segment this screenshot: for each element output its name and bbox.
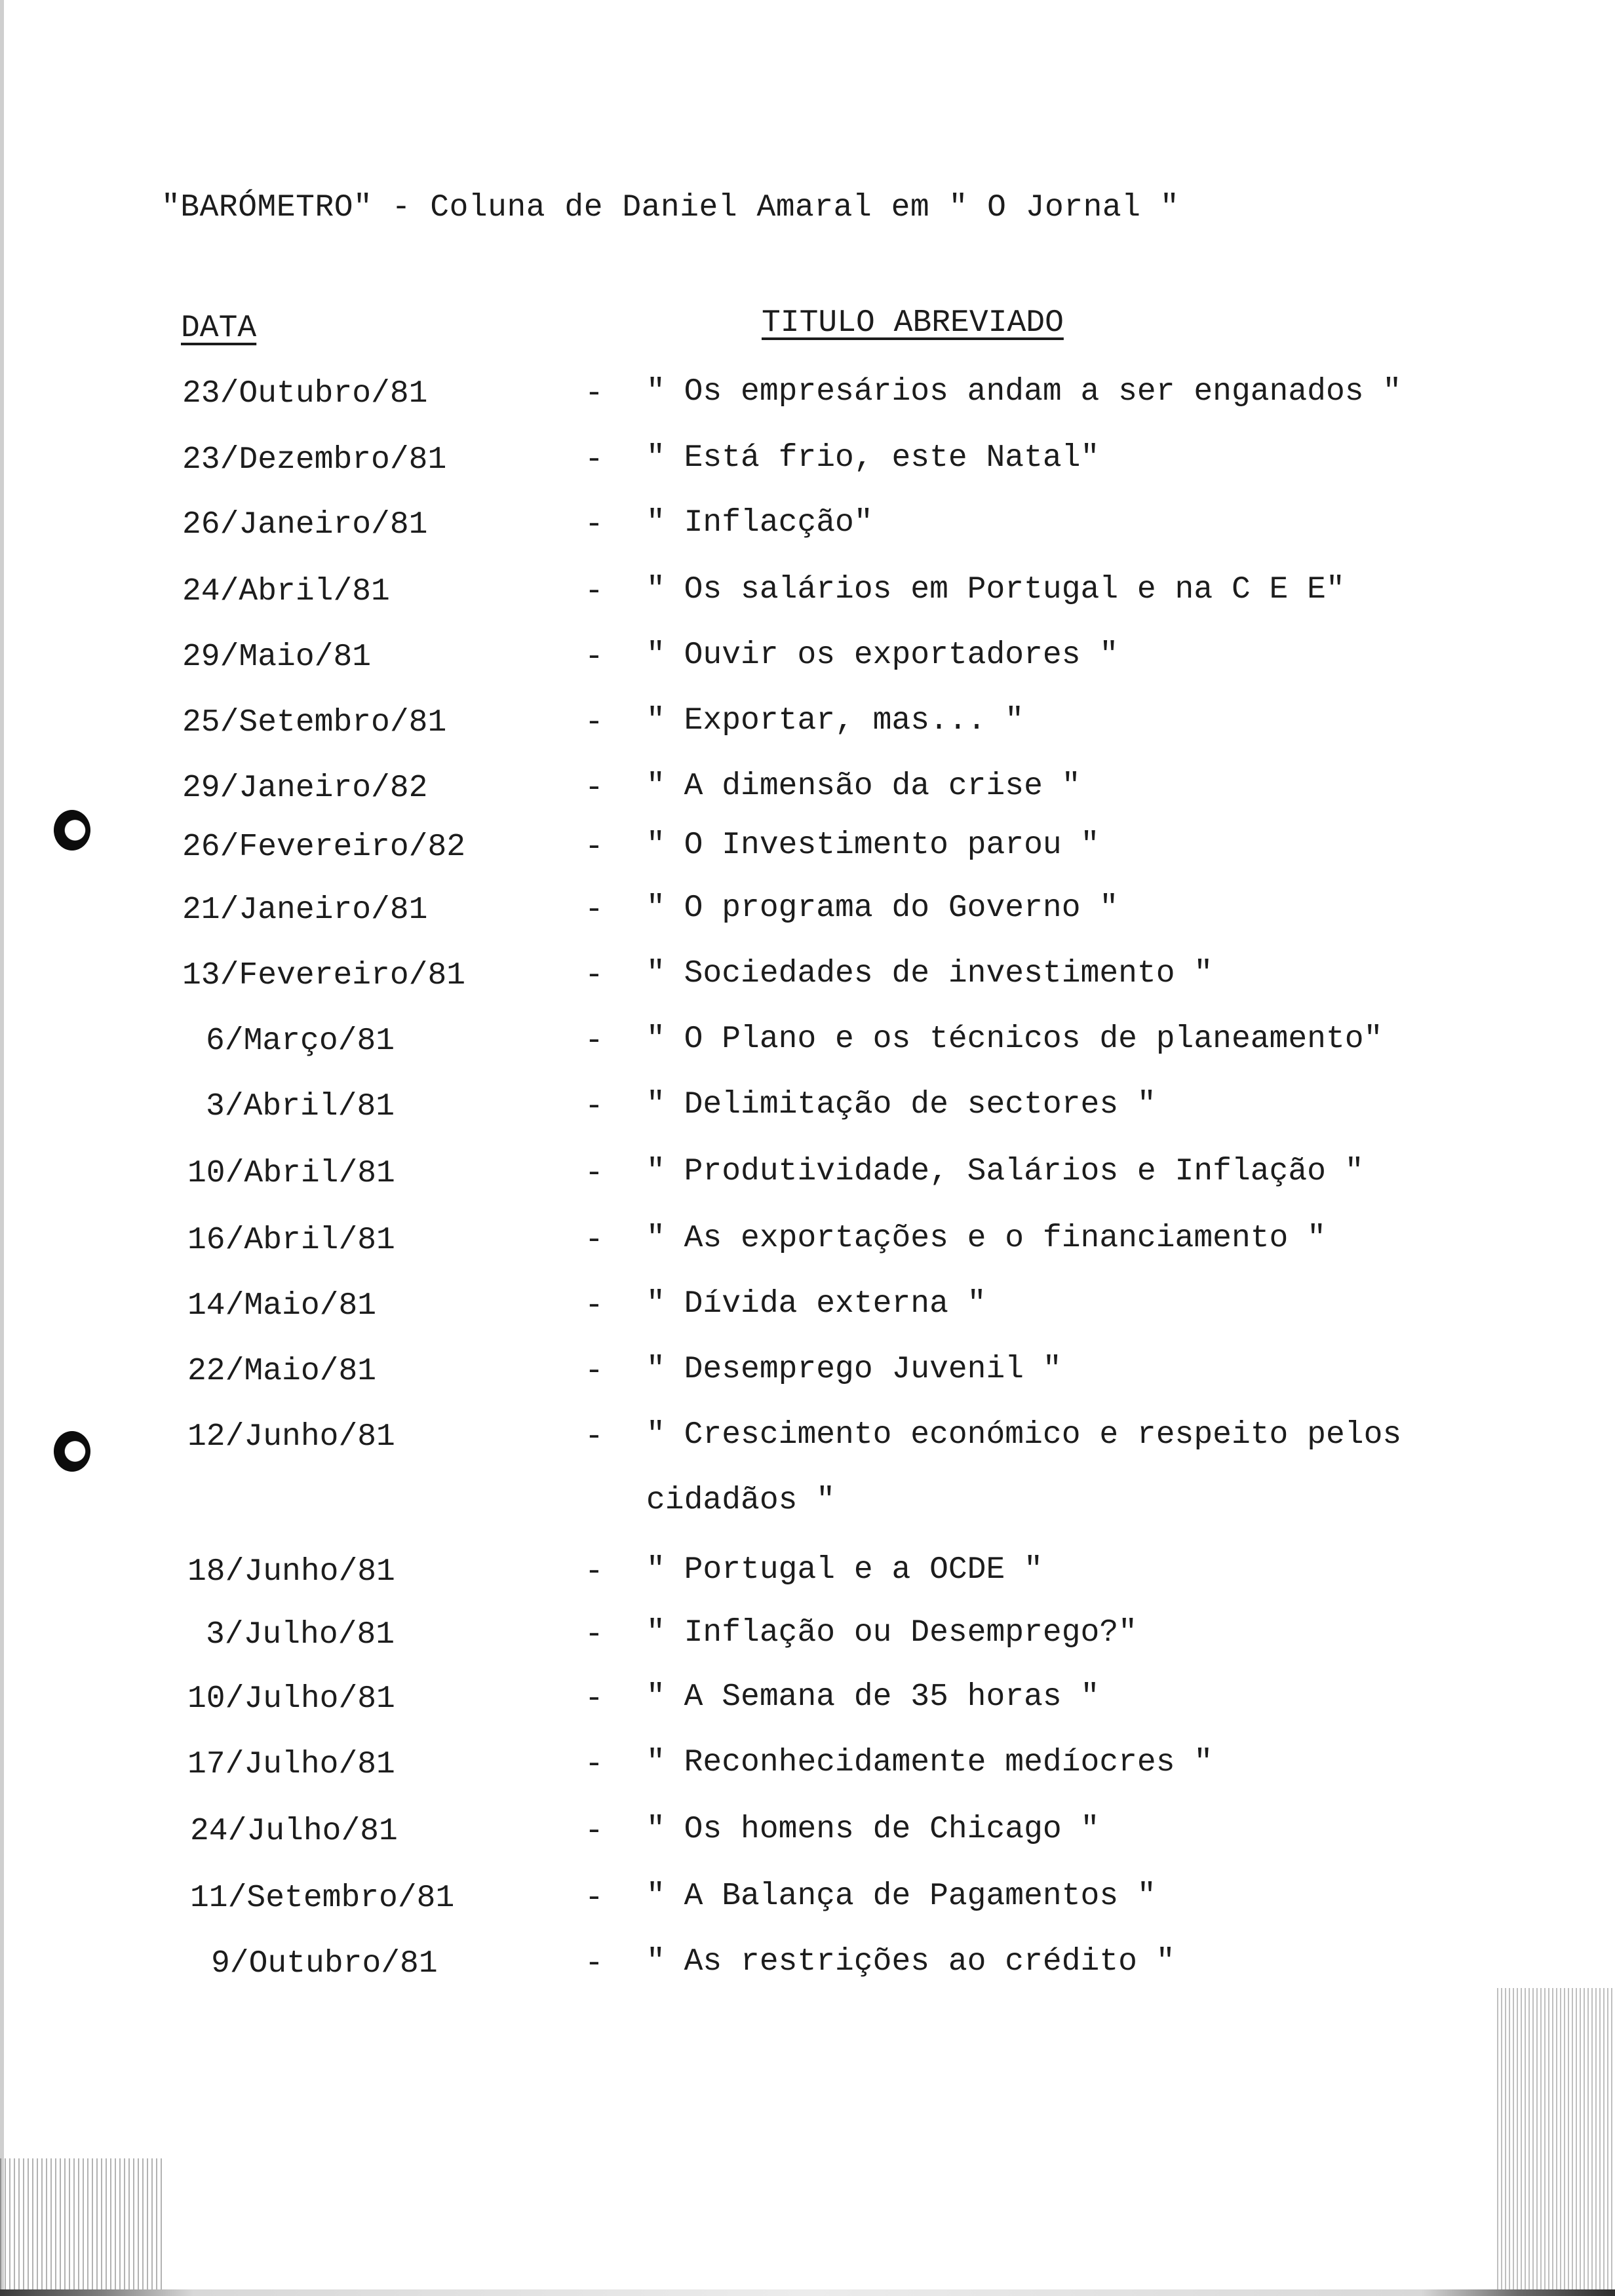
entry-title: " Desemprego Juvenil " [646, 1352, 1062, 1387]
entry-date: 18/Junho/81 [187, 1554, 395, 1590]
entry-dash: - [585, 1288, 604, 1324]
entry-title: " As restrições ao crédito " [646, 1944, 1175, 1980]
entry-title: " Dívida externa " [646, 1286, 986, 1322]
entry-date: 29/Janeiro/82 [182, 771, 428, 806]
entry-title: " A Balança de Pagamentos " [646, 1879, 1156, 1914]
entry-dash: - [585, 1617, 604, 1653]
entry-date: 25/Setembro/81 [182, 705, 447, 740]
entry-date: 13/Fevereiro/81 [182, 958, 466, 993]
entry-title: " Inflacção" [646, 505, 873, 541]
entry-date: 3/Abril/81 [206, 1089, 395, 1124]
column-header-title: TITULO ABREVIADO [762, 305, 1064, 341]
entry-title: " Inflação ou Desemprego?" [646, 1615, 1137, 1651]
entry-title: " Produtividade, Salários e Inflação " [646, 1154, 1364, 1189]
entry-dash: - [585, 1156, 604, 1191]
entry-date: 3/Julho/81 [206, 1617, 395, 1653]
entry-date: 24/Abril/81 [182, 574, 390, 609]
entry-date: 10/Julho/81 [187, 1681, 395, 1717]
entry-date: 29/Maio/81 [182, 640, 372, 675]
entry-title: " As exportações e o financiamento " [646, 1221, 1326, 1256]
entry-dash: - [585, 830, 604, 865]
entry-date: 24/Julho/81 [190, 1814, 398, 1849]
entry-date: 21/Janeiro/81 [182, 892, 428, 928]
entry-title: " Está frio, este Natal" [646, 440, 1100, 476]
entry-dash: - [585, 1223, 604, 1258]
entry-title: " A dimensão da crise " [646, 769, 1081, 804]
entry-date: 10/Abril/81 [187, 1156, 395, 1191]
document-title: "BARÓMETRO" - Coluna de Daniel Amaral em " O Jornal " [161, 190, 1180, 225]
entry-date: 16/Abril/81 [187, 1223, 395, 1258]
entry-title: " Ouvir os exportadores " [646, 638, 1119, 673]
entry-date: 17/Julho/81 [187, 1747, 395, 1782]
entry-dash: - [585, 376, 604, 411]
entry-title: " Crescimento económico e respeito pelos cidadãos " [646, 1417, 1402, 1518]
entry-title: " Os homens de Chicago " [646, 1812, 1100, 1847]
entry-dash: - [585, 771, 604, 806]
entry-date: 23/Outubro/81 [182, 376, 428, 411]
entry-title: " Portugal e a OCDE " [646, 1552, 1043, 1588]
column-header-date: DATA [181, 311, 257, 346]
entry-date: 6/Março/81 [206, 1024, 395, 1059]
entry-dash: - [585, 705, 604, 740]
entry-dash: - [585, 1681, 604, 1717]
entry-dash: - [585, 640, 604, 675]
entry-title: " O Plano e os técnicos de planeamento" [646, 1022, 1383, 1057]
entry-date: 14/Maio/81 [187, 1288, 377, 1324]
entry-dash: - [585, 1089, 604, 1124]
entry-title: " Delimitação de sectores " [646, 1087, 1156, 1122]
entry-date: 9/Outubro/81 [211, 1946, 438, 1981]
entry-date: 11/Setembro/81 [190, 1881, 455, 1916]
entry-title: " O Investimento parou " [646, 828, 1100, 863]
scan-artifact-left [0, 2158, 164, 2289]
entry-dash: - [585, 574, 604, 609]
entry-dash: - [585, 1946, 604, 1981]
entry-dash: - [585, 958, 604, 993]
entry-date: 22/Maio/81 [187, 1354, 377, 1389]
page-edge-bottom [0, 2289, 1615, 2296]
punch-hole [54, 810, 90, 851]
entry-dash: - [585, 1024, 604, 1059]
entry-dash: - [585, 1354, 604, 1389]
entry-dash: - [585, 1814, 604, 1849]
entry-date: 26/Fevereiro/82 [182, 830, 466, 865]
entry-title: " Os empresários andam a ser enganados " [646, 374, 1402, 410]
entry-dash: - [585, 892, 604, 928]
entry-title: " Os salários em Portugal e na C E E" [646, 572, 1345, 607]
entry-date: 26/Janeiro/81 [182, 507, 428, 543]
entry-date: 12/Junho/81 [187, 1419, 395, 1455]
entry-title: " Reconhecidamente medíocres " [646, 1745, 1213, 1780]
entry-title: " Sociedades de investimento " [646, 956, 1213, 991]
entry-dash: - [585, 1554, 604, 1590]
entry-dash: - [585, 507, 604, 543]
scan-artifact-right [1497, 1988, 1615, 2289]
punch-hole [54, 1431, 90, 1472]
entry-dash: - [585, 1747, 604, 1782]
entry-dash: - [585, 1881, 604, 1916]
entry-title: " A Semana de 35 horas " [646, 1679, 1100, 1715]
entry-date: 23/Dezembro/81 [182, 442, 447, 478]
entry-dash: - [585, 1419, 604, 1455]
entry-title: " O programa do Governo " [646, 890, 1119, 926]
page-edge-shadow [0, 0, 4, 2296]
entry-title: " Exportar, mas... " [646, 703, 1024, 738]
entry-dash: - [585, 442, 604, 478]
